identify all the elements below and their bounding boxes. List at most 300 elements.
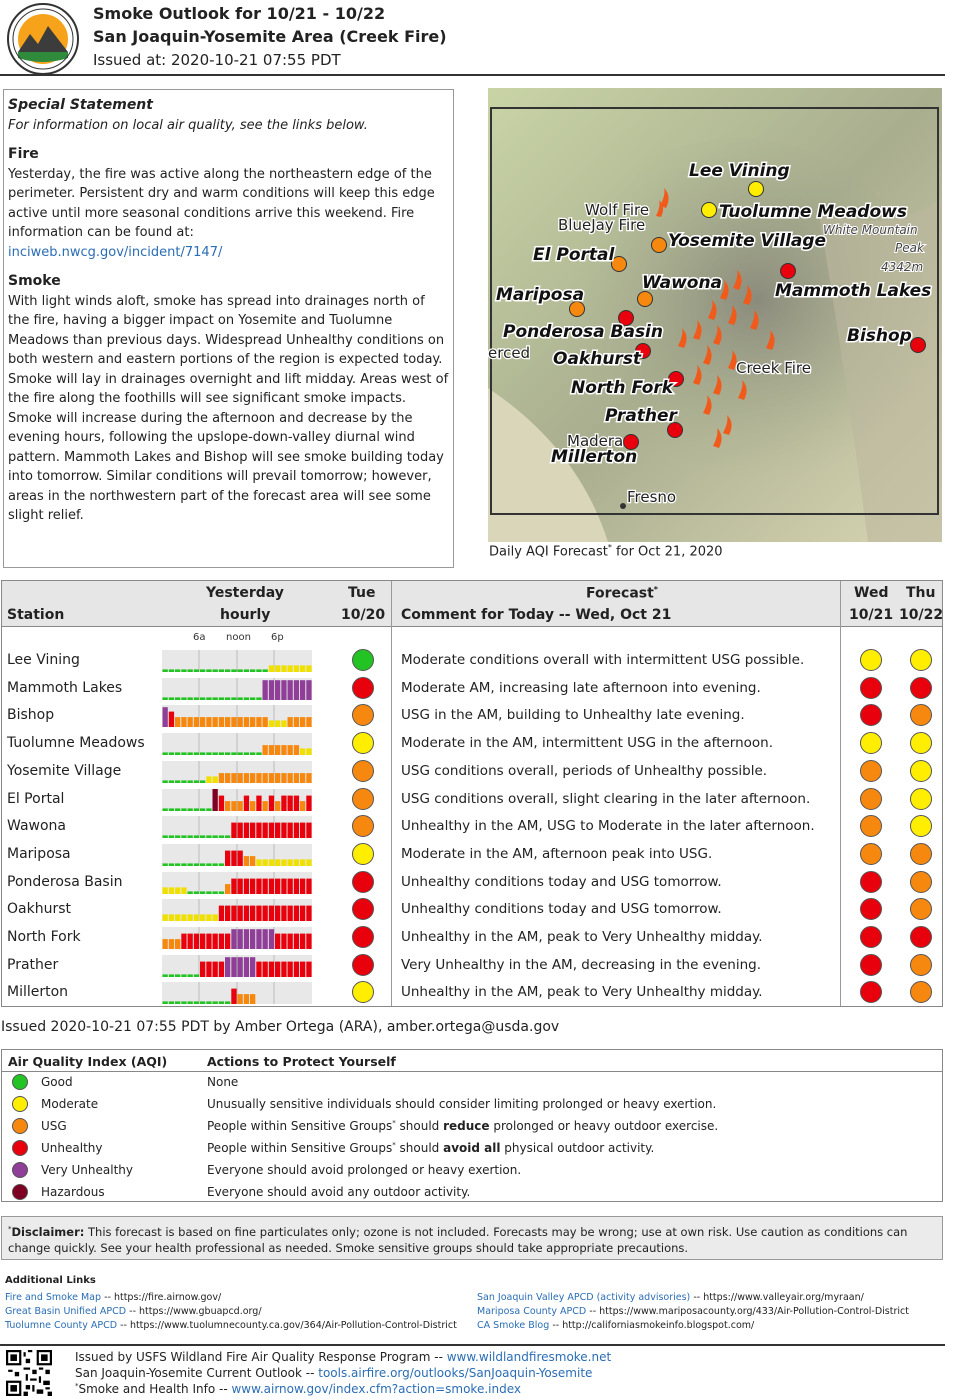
sparkline-bar [238, 801, 243, 811]
sparkline-bar [194, 915, 199, 922]
legend-action: Everyone should avoid prolonged or heavy exertion. [207, 1163, 522, 1177]
map-label-mammoth-lakes: Mammoth Lakes [775, 281, 932, 301]
sparkline-bar [256, 961, 261, 976]
aqi-dot-tue [352, 704, 374, 726]
sparkline-bar [231, 878, 236, 893]
forecast-comment: USG conditions overall, slight clearing in the later afternoon. [401, 790, 811, 807]
legend-action: None [207, 1075, 239, 1089]
legend-category: Very Unhealthy [41, 1163, 133, 1177]
sparkline-bar [188, 669, 193, 672]
sparkline-bar [250, 906, 255, 921]
sparkline-bar [213, 915, 218, 922]
sparkline-bar [194, 752, 199, 755]
sparkline-bar [250, 994, 255, 1004]
tick-6p: 6p [271, 632, 284, 643]
sparkline-bar [200, 961, 205, 976]
sparkline-bar [175, 836, 180, 839]
sparkline-bar [231, 717, 236, 727]
sparkline-bar [244, 697, 249, 700]
sparkline-bar [281, 906, 286, 921]
sparkline-bar [188, 752, 193, 755]
hourly-sparkline [162, 761, 312, 783]
sparkline-bar [181, 863, 186, 866]
sparkline-bar [213, 836, 218, 839]
sparkline-bar [175, 752, 180, 755]
aqi-dot-tue [352, 815, 374, 837]
station-name: Ponderosa Basin [7, 873, 123, 890]
station-name: El Portal [7, 790, 65, 807]
sparkline-bar [200, 808, 205, 811]
aqi-dot-thu [910, 649, 932, 671]
sparkline-bar [244, 994, 249, 1004]
sparkline-bar [294, 859, 299, 866]
sparkline-bar [250, 801, 255, 811]
statement-subheading: For information on local air quality, see the links below. [8, 117, 368, 133]
sparkline-bar [206, 697, 211, 700]
sparkline-bar [300, 823, 305, 838]
aqi-dot-thu [910, 677, 932, 699]
sparkline-bar [294, 773, 299, 783]
sparkline-bar [206, 752, 211, 755]
sparkline-bar [225, 836, 230, 839]
legend-row [2, 1138, 942, 1160]
sparkline-bar [306, 934, 311, 949]
sparkline-bar [163, 708, 168, 728]
sparkline-bar [306, 748, 311, 755]
sparkline-bar [244, 823, 249, 838]
legend-category: Unhealthy [41, 1141, 103, 1155]
sparkline-bar [175, 808, 180, 811]
map-marker-mammoth-lakes [781, 264, 796, 279]
sparkline-bar [294, 906, 299, 921]
sparkline-bar [281, 680, 286, 700]
sparkline-bar [231, 697, 236, 700]
hourly-sparkline [162, 650, 312, 672]
station-name: Bishop [7, 707, 55, 724]
area-title: San Joaquin-Yosemite Area (Creek Fire) [93, 27, 447, 46]
legend-row [2, 1072, 942, 1094]
hourly-sparkline [162, 982, 312, 1004]
airnow-smoke-link[interactable]: www.airnow.gov/index.cfm?action=smoke.index [231, 1382, 521, 1396]
sparkline-bar [288, 795, 293, 810]
sparkline-bar [281, 795, 286, 810]
legend-color-dot [12, 1184, 28, 1200]
links-heading: Additional Links [5, 1275, 96, 1286]
sparkline-bar [181, 974, 186, 977]
station-name: Mammoth Lakes [7, 679, 123, 696]
sparkline-bar [281, 878, 286, 893]
sparkline-bar [194, 780, 199, 783]
sparkline-bar [206, 863, 211, 866]
sparkline-bar [219, 773, 224, 783]
legend-action: Unusually sensitive individuals should consider limiting prolonged or heavy exertion. [207, 1097, 717, 1111]
sparkline-bar [219, 891, 224, 894]
sparkline-bar [181, 808, 186, 811]
sparkline-bar [169, 1002, 174, 1005]
col-thu-date: 10/22 [899, 607, 944, 623]
sparkline-bar [238, 717, 243, 727]
sparkline-bar [163, 808, 168, 811]
sparkline-bar [300, 934, 305, 949]
sparkline-bar [238, 929, 243, 949]
sparkline-bar [213, 934, 218, 949]
qr-code-icon [6, 1350, 52, 1396]
legend-row [2, 1160, 942, 1182]
link-ca-smoke-blog[interactable]: CA Smoke Blog -- http://californiasmokeinfo.blogspot.com/ [477, 1320, 755, 1331]
sparkline-bar [281, 961, 286, 976]
col-comment: Comment for Today -- Wed, Oct 21 [401, 607, 672, 623]
sparkline-bar [244, 669, 249, 672]
sparkline-bar [294, 934, 299, 949]
hourly-sparkline [162, 705, 312, 727]
sparkline-bar [281, 859, 286, 866]
sparkline-bar [250, 957, 255, 977]
sparkline-bar [300, 878, 305, 893]
legend-category: Good [41, 1075, 73, 1089]
sparkline-bar [163, 939, 168, 949]
sparkline-bar [225, 801, 230, 811]
sparkline-bar [231, 906, 236, 921]
sparkline-bar [269, 721, 274, 728]
aqi-dot-wed [860, 788, 882, 810]
sparkline-bar [256, 823, 261, 838]
sparkline-bar [194, 808, 199, 811]
sparkline-bar [275, 823, 280, 838]
inciweb-link[interactable]: inciweb.nwcg.gov/incident/7147/ [8, 244, 223, 260]
sparkline-bar [300, 748, 305, 755]
sparkline-bar [256, 752, 261, 755]
sparkline-bar [163, 887, 168, 894]
sparkline-bar [200, 934, 205, 949]
sparkline-bar [238, 878, 243, 893]
table-row [2, 869, 942, 897]
sparkline-bar [269, 745, 274, 755]
sparkline-bar [219, 1002, 224, 1005]
hourly-sparkline [162, 927, 312, 949]
sparkline-bar [294, 823, 299, 838]
sparkline-bar [225, 884, 230, 894]
sparkline-bar [275, 878, 280, 893]
sparkline-bar [256, 795, 261, 810]
tick-6a: 6a [193, 632, 206, 643]
legend-color-dot [12, 1162, 28, 1178]
sparkline-bar [281, 773, 286, 783]
sparkline-bar [306, 773, 311, 783]
sparkline-bar [294, 745, 299, 755]
hourly-sparkline [162, 789, 312, 811]
sparkline-bar [219, 934, 224, 949]
sparkline-bar [238, 773, 243, 783]
sparkline-bar [194, 669, 199, 672]
sparkline-bar [163, 1002, 168, 1005]
wildlandfiresmoke-link[interactable]: www.wildlandfiresmoke.net [446, 1350, 612, 1364]
table-row [2, 813, 942, 841]
sparkline-bar [225, 669, 230, 672]
special-statement [3, 89, 454, 568]
sparkline-bar [225, 752, 230, 755]
sparkline-bar [175, 717, 180, 727]
sparkline-bar [275, 934, 280, 949]
sparkline-bar [231, 801, 236, 811]
col-tue-date: 10/20 [341, 607, 386, 623]
map-marker-yosemite-village [652, 238, 667, 253]
sparkline-bar [263, 773, 268, 783]
aqi-dot-tue [352, 788, 374, 810]
sparkline-bar [275, 859, 280, 866]
sparkline-bar [250, 717, 255, 727]
link-san-joaquin-apcd[interactable]: San Joaquin Valley APCD (activity advisories) -- https://www.valleyair.org/myraan/ [477, 1292, 864, 1303]
sparkline-bar [181, 669, 186, 672]
sparkline-bar [263, 669, 268, 672]
sparkline-bar [188, 891, 193, 894]
sparkline-bar [169, 939, 174, 949]
sparkline-bar [225, 717, 230, 727]
sparkline-bar [175, 1002, 180, 1005]
sparkline-bar [300, 961, 305, 976]
sparkline-bar [219, 836, 224, 839]
link-fire-smoke-map[interactable]: Fire and Smoke Map -- https://fire.airnow.gov/ [5, 1292, 222, 1303]
sparkline-bar [238, 697, 243, 700]
smoke-heading: Smoke [8, 273, 61, 289]
link-tuolumne-apcd[interactable]: Tuolumne County APCD -- https://www.tuolumnecounty.ca.gov/364/Air-Pollution-Control-District [5, 1320, 457, 1331]
sparkline-bar [300, 773, 305, 783]
table-row [2, 675, 942, 703]
sparkline-bar [288, 961, 293, 976]
sparkline-bar [300, 801, 305, 811]
aqi-forecast-map [488, 88, 942, 542]
aqi-dot-tue [352, 732, 374, 754]
legend-category: Hazardous [41, 1185, 105, 1199]
sparkline-bar [219, 697, 224, 700]
sparkline-bar [288, 878, 293, 893]
sparkline-bar [300, 717, 305, 727]
sparkline-bar [300, 859, 305, 866]
legend-action: Everyone should avoid any outdoor activity. [207, 1185, 471, 1199]
aqi-dot-tue [352, 871, 374, 893]
sparkline-bar [188, 1002, 193, 1005]
map-marker-wawona [638, 292, 653, 307]
table-row [2, 924, 942, 952]
map-label-merced: erced [488, 344, 531, 362]
aqi-dot-thu [910, 871, 932, 893]
sparkline-bar [200, 891, 205, 894]
table-row [2, 952, 942, 980]
outlook-link[interactable]: tools.airfire.org/outlooks/SanJoaquin-Yosemite [318, 1366, 593, 1380]
map-label-fresno: Fresno [627, 488, 677, 506]
sparkline-bar [213, 752, 218, 755]
hourly-sparkline [162, 899, 312, 921]
sparkline-bar [200, 863, 205, 866]
sparkline-bar [206, 776, 211, 783]
sparkline-bar [294, 717, 299, 727]
sparkline-bar [225, 934, 230, 949]
sparkline-bar [206, 934, 211, 949]
map-label-prather: Prather [605, 406, 677, 426]
sparkline-bar [188, 780, 193, 783]
forecast-comment: Unhealthy in the AM, USG to Moderate in the later afternoon. [401, 818, 815, 835]
sparkline-bar [269, 665, 274, 672]
sparkline-bar [225, 850, 230, 865]
sparkline-bar [238, 669, 243, 672]
table-row [2, 730, 942, 758]
sparkline-bar [294, 680, 299, 700]
sparkline-bar [281, 934, 286, 949]
map-marker-bishop [911, 338, 926, 353]
sparkline-bar [256, 929, 261, 949]
forecast-comment: Moderate AM, increasing late afternoon into evening. [401, 679, 761, 696]
sparkline-bar [269, 795, 274, 810]
sparkline-bar [306, 795, 311, 810]
sparkline-bar [238, 752, 243, 755]
sparkline-bar [231, 773, 236, 783]
sparkline-bar [263, 859, 268, 866]
sparkline-bar [306, 680, 311, 700]
sparkline-bar [188, 836, 193, 839]
map-label-wolf-fire: Wolf Fire [585, 201, 650, 219]
station-name: Mariposa [7, 845, 71, 862]
station-name: Tuolumne Meadows [7, 735, 145, 752]
sparkline-bar [219, 717, 224, 727]
legend-category: Moderate [41, 1097, 99, 1111]
sparkline-bar [244, 752, 249, 755]
table-row [2, 702, 942, 730]
sparkline-bar [219, 795, 224, 810]
sparkline-bar [225, 957, 230, 977]
sparkline-bar [200, 752, 205, 755]
sparkline-bar [169, 974, 174, 977]
aqi-dot-thu [910, 732, 932, 754]
sparkline-bar [244, 929, 249, 949]
sparkline-bar [288, 906, 293, 921]
sparkline-bar [231, 752, 236, 755]
sparkline-bar [175, 974, 180, 977]
aqi-dot-thu [910, 926, 932, 948]
sparkline-bar [206, 836, 211, 839]
legend-action: People within Sensitive Groups* should avoid all physical outdoor activity. [207, 1141, 655, 1155]
sparkline-bar [294, 961, 299, 976]
sparkline-bar [200, 780, 205, 783]
sparkline-bar [256, 859, 261, 866]
table-row [2, 896, 942, 924]
col-yesterday: Yesterday [206, 585, 284, 601]
aqi-dot-wed [860, 760, 882, 782]
aqi-dot-wed [860, 677, 882, 699]
sparkline-bar [163, 863, 168, 866]
sparkline-bar [213, 1002, 218, 1005]
sparkline-bar [219, 863, 224, 866]
map-label-oakhurst: Oakhurst [553, 349, 642, 369]
sparkline-bar [250, 669, 255, 672]
map-label-el-portal: El Portal [533, 245, 615, 265]
sparkline-bar [288, 717, 293, 727]
table-row [2, 786, 942, 814]
link-great-basin-apcd[interactable]: Great Basin Unified APCD -- https://www.gbuapcd.org/ [5, 1306, 262, 1317]
sparkline-bar [219, 669, 224, 672]
sparkline-bar [213, 863, 218, 866]
sparkline-bar [194, 891, 199, 894]
sparkline-bar [288, 934, 293, 949]
sparkline-bar [244, 856, 249, 866]
sparkline-bar [225, 697, 230, 700]
sparkline-bar [169, 808, 174, 811]
sparkline-bar [288, 680, 293, 700]
sparkline-bar [275, 801, 280, 811]
page-title: Smoke Outlook for 10/21 - 10/22 [93, 4, 386, 23]
forecast-comment: Unhealthy in the AM, peak to Very Unhealthy midday. [401, 984, 763, 1001]
sparkline-bar [238, 906, 243, 921]
legend-row [2, 1116, 942, 1138]
aqi-dot-thu [910, 954, 932, 976]
aqi-dot-tue [352, 898, 374, 920]
sparkline-bar [231, 669, 236, 672]
sparkline-bar [250, 856, 255, 866]
col-wed-date: 10/21 [849, 607, 894, 623]
sparkline-bar [225, 906, 230, 921]
forecast-comment: Unhealthy conditions today and USG tomorrow. [401, 901, 722, 918]
sparkline-bar [256, 669, 261, 672]
sparkline-bar [275, 961, 280, 976]
hourly-sparkline [162, 955, 312, 977]
aqi-dot-wed [860, 981, 882, 1003]
col-forecast: Forecast* [586, 585, 658, 602]
sparkline-bar [256, 697, 261, 700]
sparkline-bar [263, 717, 268, 727]
sparkline-bar [200, 915, 205, 922]
table-row [2, 979, 942, 1007]
sparkline-bar [300, 665, 305, 672]
page-footer [0, 1344, 945, 1400]
sparkline-bar [169, 669, 174, 672]
sparkline-bar [169, 697, 174, 700]
sparkline-bar [250, 752, 255, 755]
sparkline-bar [288, 745, 293, 755]
map-label-ponderosa-basin: Ponderosa Basin [503, 322, 663, 342]
tick-noon: noon [226, 632, 251, 643]
issued-by: Issued 2020-10-21 07:55 PDT by Amber Ortega (ARA), amber.ortega@usda.gov [1, 1019, 560, 1035]
legend-color-dot [12, 1096, 28, 1112]
table-row [2, 758, 942, 786]
sparkline-bar [181, 1002, 186, 1005]
sparkline-bar [263, 801, 268, 811]
map-label-yosemite-village: Yosemite Village [668, 231, 827, 251]
sparkline-bar [250, 823, 255, 838]
legend-category: USG [41, 1119, 67, 1133]
link-mariposa-apcd[interactable]: Mariposa County APCD -- https://www.mariposacounty.org/433/Air-Pollution-Control-District [477, 1306, 909, 1317]
sparkline-bar [206, 717, 211, 727]
aqi-dot-tue [352, 843, 374, 865]
sparkline-bar [275, 665, 280, 672]
sparkline-bar [175, 863, 180, 866]
sparkline-bar [275, 745, 280, 755]
sparkline-bar [181, 752, 186, 755]
sparkline-bar [188, 934, 193, 949]
sparkline-bar [163, 915, 168, 922]
sparkline-bar [250, 773, 255, 783]
sparkline-bar [225, 1002, 230, 1005]
sparkline-bar [294, 665, 299, 672]
sparkline-bar [188, 717, 193, 727]
legend-col-actions: Actions to Protect Yourself [207, 1054, 396, 1069]
sparkline-bar [306, 665, 311, 672]
sparkline-bar [269, 859, 274, 866]
sparkline-bar [219, 961, 224, 976]
sparkline-bar [219, 906, 224, 921]
aqi-dot-tue [352, 926, 374, 948]
sparkline-bar [269, 878, 274, 893]
map-label-lee-vining: Lee Vining [689, 161, 790, 181]
sparkline-bar [250, 697, 255, 700]
map-label-north-fork: North Fork [571, 378, 674, 398]
